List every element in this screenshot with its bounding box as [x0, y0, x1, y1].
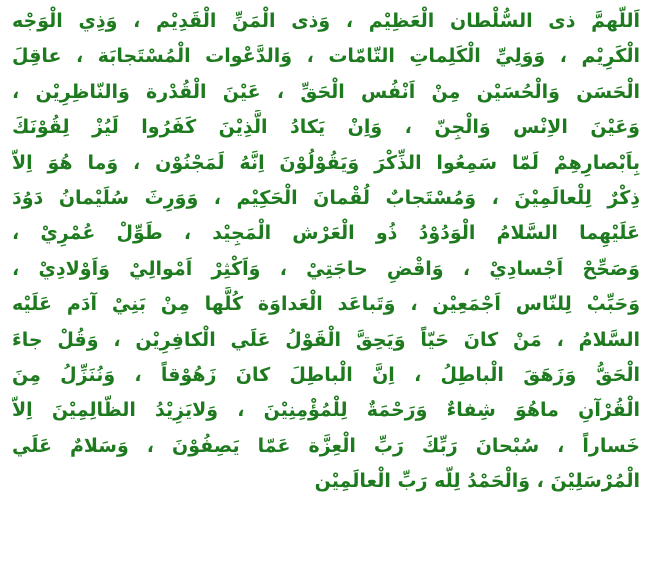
text-line-12: الْقُرْآنِ ماهُوَ شِفاءٌ وَرَحْمَةٌ لِلْمُؤْمِنِيْنَ ، وَلايَزِيْدُ الظّالِمِيْنَ اِلاّ: [12, 399, 640, 422]
text-line-7: عَلَيْهِما السَّلامُ الْوَدُوْدُ ذُو الْعَرْش الْمَجِيْد ، طَوِّلْ عُمْرِيْ ،: [12, 222, 640, 245]
arabic-prayer-text: [12, 4, 640, 499]
text-line-3: الْحَسَن وَالْحُسَيْن مِنْ اَنْفُس الْحَقِّ ، عَيْنَ الْقُدْرة وَالنّاظِرِيْن ،: [12, 80, 640, 103]
text-line-4: وَعَيْنَ الاِنْس وَالْجِنّ ، وَاِنْ يَكادُ الَّذِيْنَ كَفَرُوا لَيُزْ لِقُوْنَكَ: [12, 116, 640, 139]
text-line-1: اَللّهمَّ ذى السُّلْطان الْعَظِيْم ، وَذى الْمَنِّ الْقَدِيْم ، وَذِي الْوَجْه: [12, 10, 640, 32]
text-line-11: الْحَقُّ وَزَهَقَ الْباطِلُ ، اِنَّ الْباطِلَ كانَ زَهُوْقاً ، وَنُنَزِّلُ مِنَ: [12, 363, 640, 386]
text-line-8: وَصَحِّحْ اَجْسادِيْ ، وَاقْضِ حاجَتِيْ ، وَاَكْثِرْ اَمْوالِيْ وَاَوْلادِيْ ،: [12, 257, 640, 280]
text-line-13: خَساراً ، سُبْحانَ رَبِّكَ رَبِّ الْعِزَّة عَمّا يَصِفُوْنَ ، وَسَلامٌ عَلَي: [12, 434, 640, 457]
text-line-14: الْمُرْسَلِيْنَ ، وَالْحَمْدُ لِلّه رَبِّ الْعالَمِيْن: [314, 470, 640, 493]
text-line-5: بِاَبْصارِهِمْ لَمّا سَمِعُوا الذِّكْرَ وَيَقُوْلُوْنَ اِنَّهُ لَمَجْنُوْن ، وَما هُوَ اِلاّ: [12, 151, 640, 174]
text-line-6: ذِكْرٌ لِلْعالَمِيْنَ ، وَمُسْتَجابٌ لُقْمانَ الْحَكِيْم ، وَوَرِثَ سُلَيْمانُ دَوُدَ: [12, 186, 640, 209]
text-line-10: السَّلامُ ، مَنْ كانَ حَيّاً وَيَحِقَّ الْقَوْلُ عَلَي الْكافِرِيْن ، وَقُلْ جاءَ: [12, 328, 640, 351]
text-line-9: وَحَبِّبْ لِلنّاس اَجْمَعِيْن ، وَتَباعَد الْعَداوَة كُلَّها مِنْ بَنِيْ آدَم عَلَيْه: [12, 293, 640, 316]
text-line-2: الْكَرِيْم ، وَوَلِيِّ الْكَلِماتِ التّامّات ، وَالدَّعْوات الْمُسْتَجابَة ، عاقِلَ: [12, 45, 640, 68]
